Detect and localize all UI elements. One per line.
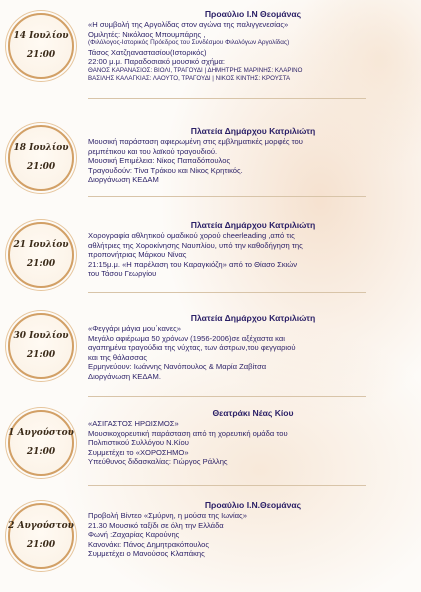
event-line: Ομιλητές: Νικόλαος Μπουμπάρης , (88, 29, 206, 39)
event-line: «ΑΣΙΓΑΣΤΟΣ ΗΡΩΙΣΜΟΣ» (88, 419, 179, 428)
event-date: 2 Αυγούστου (8, 521, 74, 531)
divider (88, 98, 366, 99)
date-badge (8, 313, 74, 379)
event-venue: Πλατεία Δημάρχου Κατριλιώτη (190, 313, 316, 323)
event-line: Συμμετέχει ο Μανούσος Κλαπάκης (88, 549, 205, 559)
event-line: Υπεύθυνος διδασκαλίας: Γιώργος Ράλλης (88, 457, 228, 467)
event-line: «Φεγγάρι μάγια μου΄κανες» (88, 324, 181, 333)
event-details (88, 9, 418, 83)
event-details (88, 313, 418, 382)
event-details (88, 220, 418, 279)
date-badge (8, 222, 74, 288)
event-date: 30 Ιουλίου (13, 331, 69, 341)
event-line: ΘΑΝΟΣ ΚΑΡΑΝΑΣΙΟΣ: ΒΙΟΛΙ, ΤΡΑΓΟΥΔΙ | ΔΗΜΗΤΡΗΣ ΜΑΡΙΝΗΣ: ΚΛΑΡΙΝΟ (88, 66, 303, 74)
event-venue: Πλατεία Δημάρχου Κατριλιώτη (190, 126, 316, 136)
event-line: ΒΑΣΙΛΗΣ ΚΑΛΑΓΚΙΑΣ: ΛΑΟΥΤΟ, ΤΡΑΓΟΥΔΙ | ΝΙΚΟΣ ΚΙΝΤΗΣ: ΚΡΟΥΣΤΑ (88, 74, 291, 82)
event-line: Μεγάλο αφιέρωμα 50 χρόνων (1956-2006)σε αξέχαστα και (88, 333, 285, 343)
event-time: 21:00 (26, 540, 56, 550)
event-line: αθλήτριες της Χοροκίνησης Ναυπλίου, υπό την καθοδήγηση της (88, 240, 303, 250)
event-line: αγαπημένα τραγούδια της νύχτας, των άστρων,του φεγγαριού (88, 343, 296, 353)
event-time: 21:00 (26, 162, 56, 172)
event-line: 21.30 Μουσικό ταξίδι σε όλη την Ελλάδα (88, 520, 224, 530)
divider (88, 196, 366, 197)
event-line: Πολιτιστικού Συλλόγου Ν.Κίου (88, 438, 189, 448)
event-line: ρεμπέτικου και του λαϊκού τραγουδιού. (88, 146, 218, 156)
event-date: 18 Ιουλίου (13, 143, 69, 153)
event-line: Συμμετέχει το «ΧΟΡΟΣΗΜΟ» (88, 447, 189, 457)
date-badge (8, 503, 74, 569)
divider (88, 396, 366, 397)
event-venue: Θεατράκι Νέας Κίου (212, 408, 294, 418)
event-date: 21 Ιουλίου (13, 240, 69, 250)
event-line: Προβολή Βίντεο «Σμύρνη, η μούσα της Ιωνίας» (88, 511, 247, 520)
event-line: «Η συμβολή της Αργολίδας στον αγώνα της παλιγγενεσίας» (88, 20, 289, 29)
divider (88, 292, 366, 293)
event-line: του Τάσου Γεωργίου (88, 269, 157, 279)
date-badge (8, 125, 74, 191)
event-line: Ερμηνεύουν: Ιωάννης Νανόπουλος & Μαρία Ζαβίτσα (88, 362, 267, 372)
event-line: Διοργάνωση ΚΕΔΑΜ. (88, 371, 161, 381)
event-line: προπονήτριας Μάρκου Νίνας (88, 250, 187, 260)
event-line: Μουσική παράσταση αφιερωμένη στις εμβληματικές μορφές του (88, 137, 303, 146)
event-details (88, 126, 418, 185)
event-line: Τραγουδούν: Τίνα Τράκου και Νίκος Κρητικός. (88, 165, 243, 175)
event-line: Διοργάνωση ΚΕΔΑΜ (88, 175, 159, 185)
event-line: Κανονάκι: Πάνος Δημητρακόπουλος (88, 539, 210, 549)
date-badge (8, 13, 74, 79)
event-venue: Προαύλιο Ι.Ν.Θεομάνας (204, 500, 302, 510)
event-time: 21:00 (26, 350, 56, 360)
event-details (88, 500, 418, 559)
divider (88, 485, 366, 486)
event-line: Μουσικοχορευτική παράσταση από τη χορευτική ομάδα του (88, 428, 288, 438)
event-line: Φωνή :Ζαχαρίας Καρούνης (88, 530, 180, 540)
event-line: Μουσική Επιμέλεια: Νίκος Παπαδόπουλος (88, 156, 231, 166)
event-date: 14 Ιουλίου (13, 31, 69, 41)
event-line: (Φιλόλογος-Ιστορικός Πρόεδρος του Συνδέσμου Φιλολόγων Αργολίδας) (88, 39, 290, 47)
event-date: 1 Αυγούστου (8, 428, 74, 438)
event-venue: Προαύλιο Ι.Ν Θεομάνας (204, 9, 302, 19)
event-line: και της θάλασσας (88, 352, 147, 362)
event-line: Χορογραφία αθλητικού ομαδικού χορού cheerleading ,από τις (88, 231, 295, 240)
event-time: 21:00 (26, 259, 56, 269)
event-time: 21:00 (26, 50, 56, 60)
event-line: 22:00 μ.μ. Παραδοσιακό μουσικό σχήμα: (88, 57, 225, 67)
event-details (88, 408, 418, 467)
event-time: 21:00 (26, 447, 56, 457)
event-line: 21:15μ.μ. «Η παρέλαση του Καραγκιόζη» από το Θίασο Σκιών (88, 259, 298, 269)
date-badge (8, 410, 74, 476)
event-venue: Πλατεία Δημάρχου Κατριλιώτη (190, 220, 316, 230)
event-line: Τάσος Χατζηαναστασίου(Ιστορικός) (88, 47, 207, 57)
